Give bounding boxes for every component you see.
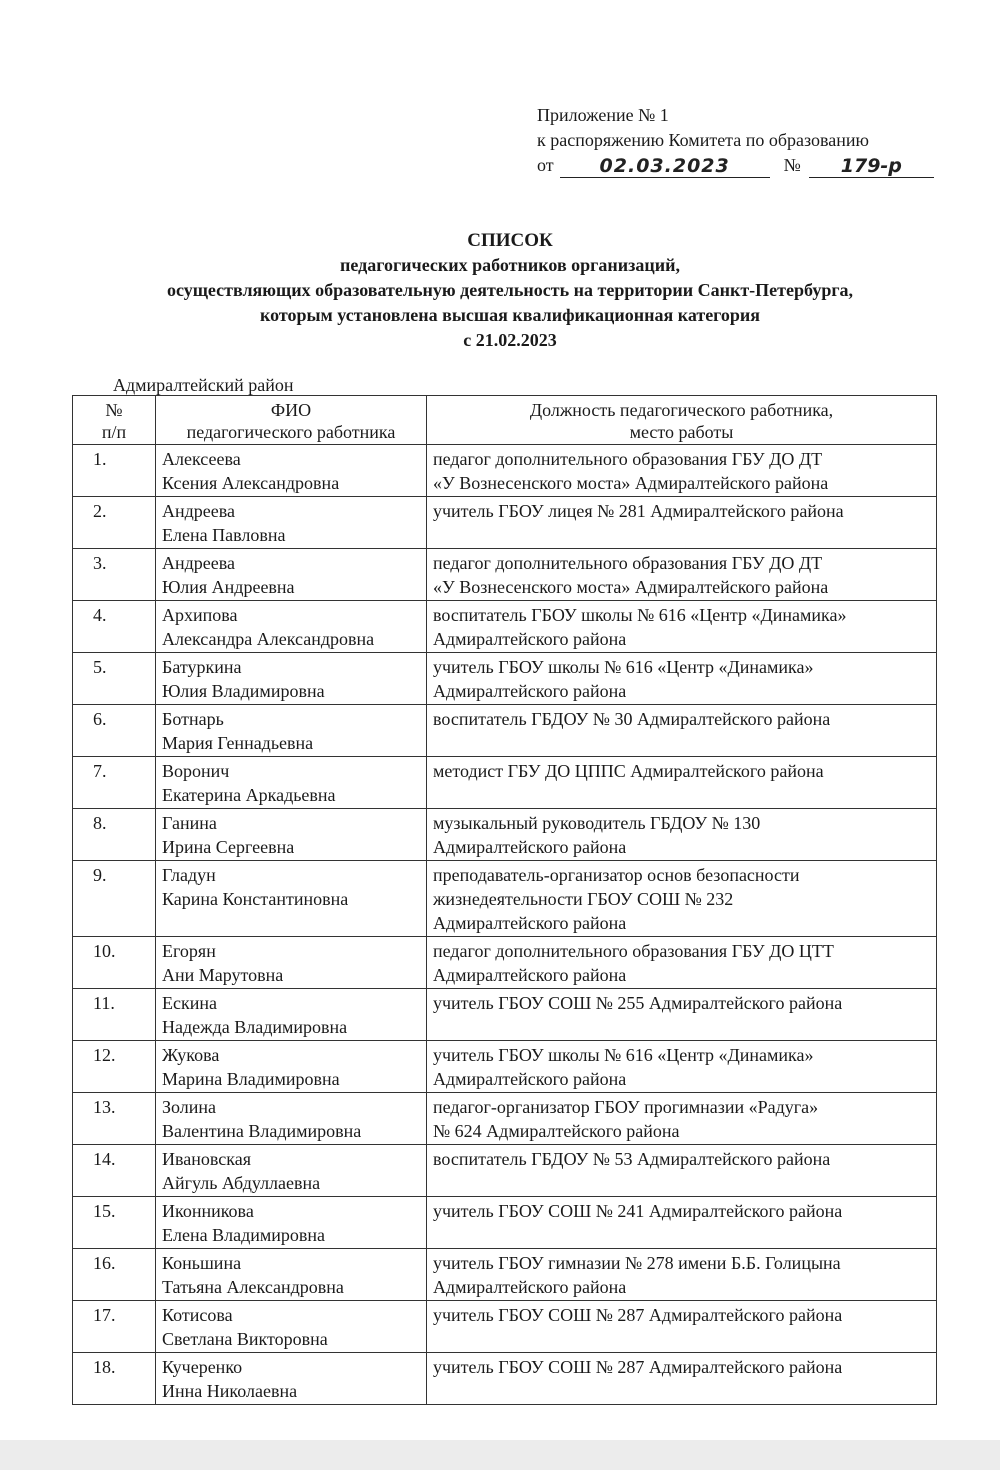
row-position (427, 757, 937, 809)
title-main: СПИСОК (467, 230, 553, 251)
surname: Золина (162, 1097, 217, 1117)
surname: Ескина (162, 993, 217, 1013)
table-row (73, 497, 937, 549)
row-position (427, 809, 937, 861)
position-line: Адмиралтейского района (433, 1069, 627, 1089)
row-number: 11. (73, 989, 156, 1041)
given-names: Карина Константиновна (162, 889, 349, 909)
row-number: 7. (73, 757, 156, 809)
row-number: 16. (73, 1249, 156, 1301)
surname: Котисова (162, 1305, 233, 1325)
row-fio (156, 937, 427, 989)
table-row (73, 1301, 937, 1353)
row-number: 2. (73, 497, 156, 549)
given-names: Ксения Александровна (162, 473, 340, 493)
table-row (73, 1093, 937, 1145)
position-line (433, 731, 930, 755)
position-line (433, 523, 930, 547)
position-line: Адмиралтейского района (433, 1277, 627, 1297)
row-position (427, 601, 937, 653)
number-prefix: № (783, 155, 801, 175)
appendix-order-ref: к распоряжению Комитета по образованию (537, 130, 870, 150)
row-number: 6. (73, 705, 156, 757)
row-number: 4. (73, 601, 156, 653)
row-number: 15. (73, 1197, 156, 1249)
position-line (433, 1171, 930, 1195)
position-line: Адмиралтейского района (433, 965, 627, 985)
position-line: педагог дополнительного образования ГБУ ДО ДТ (433, 553, 823, 573)
title-line: осуществляющих образовательную деятельность на территории Санкт-Петербурга, (166, 280, 853, 300)
given-names: Елена Владимировна (162, 1225, 326, 1245)
handwritten-number: 179-р (809, 155, 934, 178)
surname: Архипова (162, 605, 238, 625)
surname: Ивановская (162, 1149, 252, 1169)
row-number: 13. (73, 1093, 156, 1145)
row-fio (156, 1353, 427, 1405)
surname: Андреева (162, 553, 236, 573)
position-line: педагог дополнительного образования ГБУ ДО ЦТТ (433, 941, 834, 961)
row-position (427, 1093, 937, 1145)
position-line: «У Вознесенского моста» Адмиралтейского района (433, 473, 829, 493)
position-line: педагог дополнительного образования ГБУ ДО ДТ (433, 449, 823, 469)
row-position (427, 1301, 937, 1353)
position-line: Адмиралтейского района (433, 681, 627, 701)
given-names: Юлия Владимировна (162, 681, 325, 701)
table-row (73, 1197, 937, 1249)
table-row (73, 549, 937, 601)
row-fio (156, 861, 427, 937)
table-row (73, 757, 937, 809)
row-fio (156, 1301, 427, 1353)
surname: Ботнарь (162, 709, 224, 729)
row-position (427, 989, 937, 1041)
given-names: Айгуль Абдуллаевна (162, 1173, 321, 1193)
header-fio: ФИО педагогического работника (156, 396, 427, 445)
row-number: 17. (73, 1301, 156, 1353)
table-row (73, 601, 937, 653)
surname: Ганина (162, 813, 217, 833)
row-number: 14. (73, 1145, 156, 1197)
given-names: Ирина Сергеевна (162, 837, 295, 857)
row-position (427, 937, 937, 989)
surname: Воронич (162, 761, 230, 781)
row-position (427, 1353, 937, 1405)
bottom-strip (0, 1440, 1000, 1470)
given-names: Екатерина Аркадьевна (162, 785, 336, 805)
handwritten-date: 02.03.2023 (560, 155, 770, 178)
row-position (427, 497, 937, 549)
row-fio (156, 1249, 427, 1301)
row-fio (156, 497, 427, 549)
position-line: «У Вознесенского моста» Адмиралтейского района (433, 577, 829, 597)
position-line: № 624 Адмиралтейского района (433, 1121, 680, 1141)
row-fio (156, 601, 427, 653)
row-fio (156, 1093, 427, 1145)
given-names: Светлана Викторовна (162, 1329, 328, 1349)
title-date: с 21.02.2023 (463, 330, 557, 350)
surname: Андреева (162, 501, 236, 521)
row-position (427, 1041, 937, 1093)
surname: Алексеева (162, 449, 241, 469)
given-names: Валентина Владимировна (162, 1121, 362, 1141)
position-line: учитель ГБОУ школы № 616 «Центр «Динамика» (433, 1045, 814, 1065)
position-line (433, 1015, 930, 1039)
staff-table (72, 395, 937, 1405)
position-line: учитель ГБОУ гимназии № 278 имени Б.Б. Голицына (433, 1253, 841, 1273)
document-title (60, 228, 960, 353)
position-line: Адмиралтейского района (433, 913, 627, 933)
position-line: учитель ГБОУ школы № 616 «Центр «Динамика» (433, 657, 814, 677)
row-position (427, 653, 937, 705)
position-line: учитель ГБОУ СОШ № 241 Адмиралтейского района (433, 1201, 843, 1221)
surname: Гладун (162, 865, 216, 885)
given-names: Марина Владимировна (162, 1069, 340, 1089)
surname: Жукова (162, 1045, 220, 1065)
district-label: Адмиралтейский район (113, 375, 294, 395)
position-line: учитель ГБОУ СОШ № 287 Адмиралтейского района (433, 1357, 843, 1377)
position-line (433, 1379, 930, 1403)
row-number: 8. (73, 809, 156, 861)
table-row (73, 445, 937, 497)
appendix-date-number-row (537, 153, 934, 178)
row-number: 9. (73, 861, 156, 937)
row-fio (156, 989, 427, 1041)
position-line: воспитатель ГБДОУ № 30 Адмиралтейского района (433, 709, 831, 729)
position-line: жизнедеятельности ГБОУ СОШ № 232 (433, 889, 734, 909)
position-line: учитель ГБОУ СОШ № 287 Адмиралтейского района (433, 1305, 843, 1325)
given-names: Ани Марутовна (162, 965, 284, 985)
row-fio (156, 1041, 427, 1093)
table-row (73, 1041, 937, 1093)
position-line: Адмиралтейского района (433, 629, 627, 649)
position-line: воспитатель ГБОУ школы № 616 «Центр «Динамика» (433, 605, 847, 625)
row-fio (156, 705, 427, 757)
row-number: 1. (73, 445, 156, 497)
row-position (427, 861, 937, 937)
row-fio (156, 549, 427, 601)
table-row (73, 705, 937, 757)
given-names: Александра Александровна (162, 629, 375, 649)
surname: Иконникова (162, 1201, 254, 1221)
given-names: Инна Николаевна (162, 1381, 298, 1401)
position-line (433, 783, 930, 807)
row-fio (156, 809, 427, 861)
appendix-header (537, 103, 934, 178)
table-row (73, 1145, 937, 1197)
row-number: 10. (73, 937, 156, 989)
date-prefix: от (537, 155, 554, 175)
position-line: музыкальный руководитель ГБДОУ № 130 (433, 813, 761, 833)
position-line (433, 1327, 930, 1351)
table-header-row (73, 396, 937, 445)
position-line: Адмиралтейского района (433, 837, 627, 857)
table-row (73, 989, 937, 1041)
position-line: преподаватель-организатор основ безопасности (433, 865, 800, 885)
title-line: педагогических работников организаций, (340, 255, 680, 275)
title-line: которым установлена высшая квалификационная категория (259, 305, 761, 325)
row-number: 3. (73, 549, 156, 601)
table-row (73, 861, 937, 937)
given-names: Надежда Владимировна (162, 1017, 348, 1037)
row-position (427, 1145, 937, 1197)
header-num: № п/п (73, 396, 156, 445)
given-names: Татьяна Александровна (162, 1277, 344, 1297)
position-line: педагог-организатор ГБОУ прогимназии «Радуга» (433, 1097, 819, 1117)
row-number: 12. (73, 1041, 156, 1093)
given-names: Юлия Андреевна (162, 577, 295, 597)
row-fio (156, 1145, 427, 1197)
position-line: учитель ГБОУ лицея № 281 Адмиралтейского района (433, 501, 844, 521)
table-row (73, 653, 937, 705)
surname: Егорян (162, 941, 216, 961)
given-names: Елена Павловна (162, 525, 286, 545)
row-position (427, 705, 937, 757)
table-row (73, 809, 937, 861)
row-fio (156, 757, 427, 809)
table-row (73, 937, 937, 989)
position-line: учитель ГБОУ СОШ № 255 Адмиралтейского района (433, 993, 843, 1013)
position-line: методист ГБУ ДО ЦППС Адмиралтейского района (433, 761, 824, 781)
row-fio (156, 653, 427, 705)
row-position (427, 549, 937, 601)
row-fio (156, 445, 427, 497)
row-position (427, 1197, 937, 1249)
position-line (433, 1223, 930, 1247)
surname: Коньшина (162, 1253, 242, 1273)
table-row (73, 1249, 937, 1301)
row-position (427, 1249, 937, 1301)
surname: Кучеренко (162, 1357, 243, 1377)
appendix-title: Приложение № 1 (537, 105, 669, 125)
row-position (427, 445, 937, 497)
given-names: Мария Геннадьевна (162, 733, 314, 753)
header-position: Должность педагогического работника, место работы (427, 396, 937, 445)
row-fio (156, 1197, 427, 1249)
table-row (73, 1353, 937, 1405)
row-number: 5. (73, 653, 156, 705)
row-number: 18. (73, 1353, 156, 1405)
position-line: воспитатель ГБДОУ № 53 Адмиралтейского района (433, 1149, 831, 1169)
surname: Батуркина (162, 657, 242, 677)
